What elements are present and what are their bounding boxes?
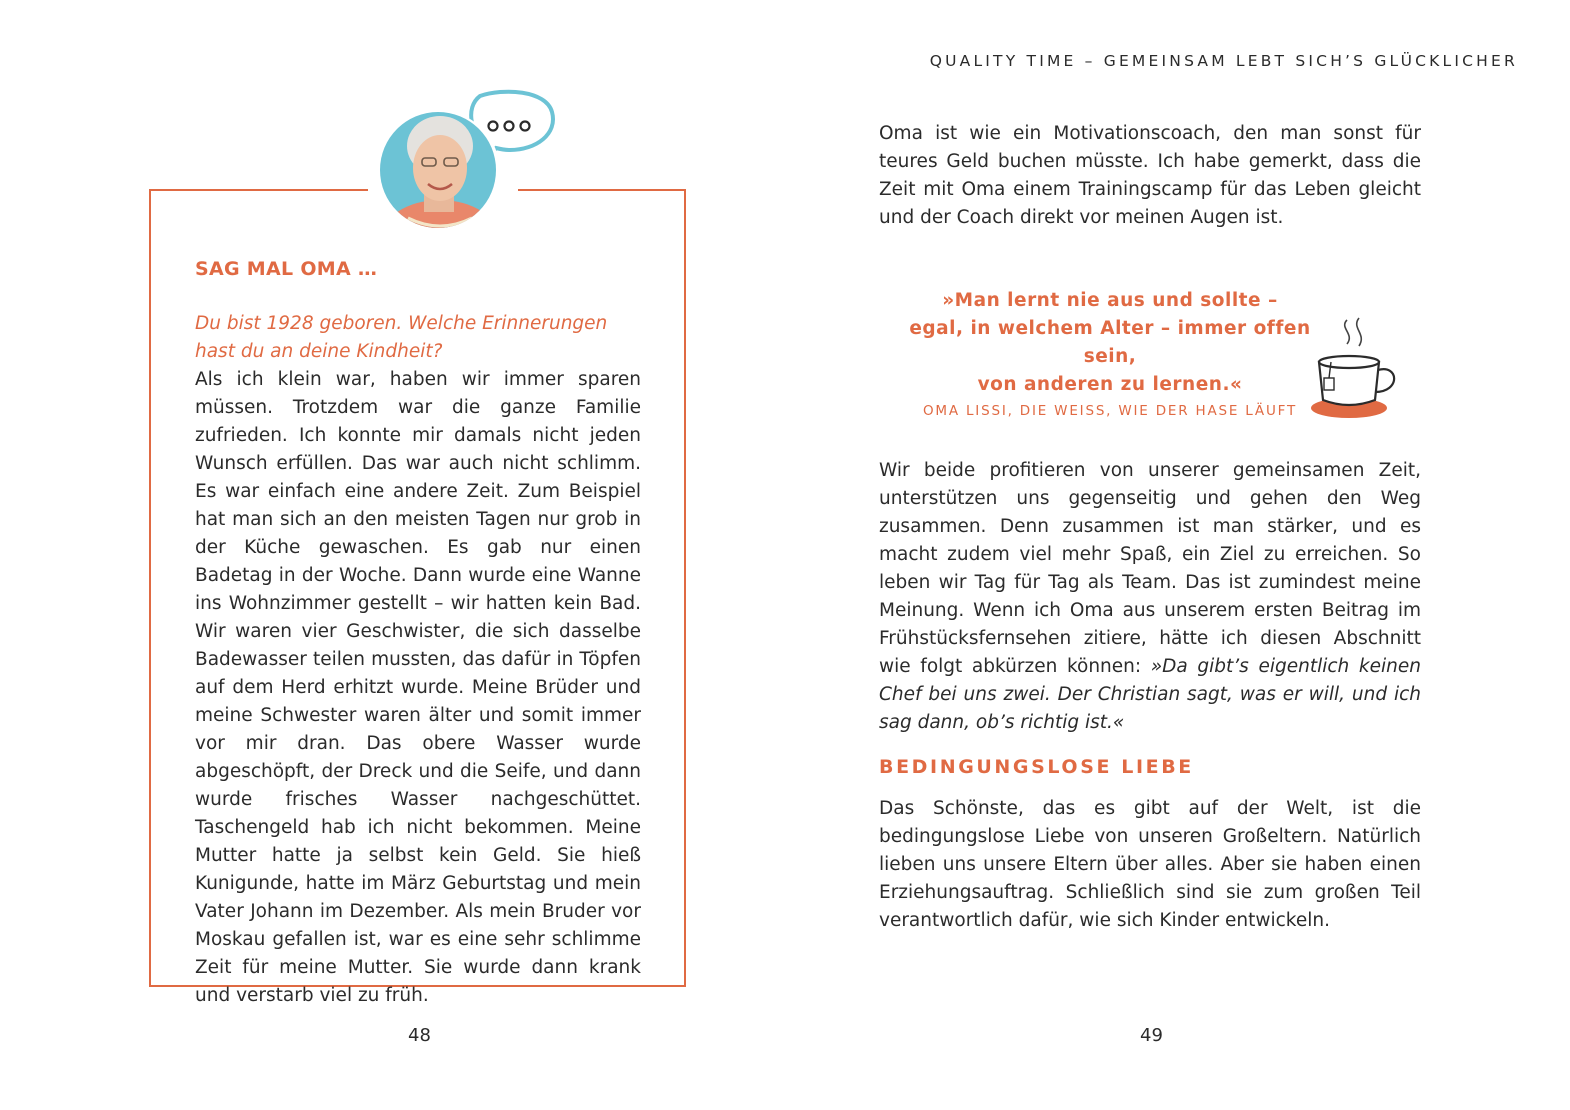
box-content	[195, 258, 641, 1010]
team-paragraph-text: Wir beide profitieren von unserer gemeinsamen Zeit, unterstützen uns gegenseitig und gehen den Weg zusammen. Denn zusammen ist man stärker, und es macht zudem viel mehr Spaß, ein Ziel zu erreichen. So leben wir Tag für Tag als Team. Das ist zumindest meine Meinung. Wenn ich Oma aus unserem ersten Beitrag im Frühstücksfernsehen zitiere, hätte ich diesen Abschnitt wie folgt abkürzen können:	[879, 460, 1421, 677]
oma-tv-quote: »Da gibt’s eigentlich keinen Chef bei uns zwei. Der Christian sagt, was er will, und ich sag dann, ob’s richtig ist.«	[879, 656, 1421, 733]
interview-question: Du bist 1928 geboren. Welche Erinnerungen hast du an deine Kindheit?	[195, 313, 608, 362]
right-page	[785, 0, 1570, 1110]
page-number-left: 48	[408, 1025, 431, 1046]
team-paragraph	[879, 457, 1421, 737]
page-number-right: 49	[1140, 1025, 1163, 1046]
running-title: QUALITY TIME – GEMEINSAM LEBT SICH’S GLÜCKLICHER	[929, 52, 1518, 70]
quote-line-2: egal, in welchem Alter – immer offen sein,	[909, 318, 1311, 367]
interview-answer: Als ich klein war, haben wir immer sparen müssen. Trotzdem war die ganze Familie zufrieden. Ich konnte mir damals nicht jeden Wunsch erfüllen. Das war auch nicht schlimm. Es war einfach eine andere Zeit. Zum Beispiel hat man sich an den meisten Tagen nur grob in der Küche gewaschen. Es gab nur einen Badetag in der Woche. Dann wurde eine Wanne ins Wohnzimmer gestellt – wir hatten kein Bad. Wir waren vier Geschwister, die sich dasselbe Badewasser teilen mussten, das dafür in Töpfen auf dem Herd erhitzt wurde. Meine Brüder und meine Schwester waren älter und somit immer vor mir dran. Das obere Wasser wurde abgeschöpft, der Dreck und die Seife, und dann wurde frisches Wasser nachgeschüttet. Taschengeld hab ich nicht bekommen. Meine Mutter hatte ja selbst kein Geld. Sie hieß Kunigunde, hatte im März Geburtstag und mein Vater Johann im Dezember. Als mein Bruder vor Moskau gefallen ist, war es eine sehr schlimme Zeit für meine Mutter. Sie wurde dann krank und verstarb viel zu früh.	[195, 369, 641, 1006]
section-title: BEDINGUNGSLOSE LIEBE	[879, 756, 1194, 778]
oma-avatar-badge	[368, 86, 564, 238]
pull-quote	[900, 287, 1320, 419]
quote-attribution: OMA LISSI, DIE WEISS, WIE DER HASE LÄUFT	[922, 403, 1298, 419]
box-heading: SAG MAL OMA …	[195, 258, 378, 280]
intro-paragraph: Oma ist wie ein Motivationscoach, den man sonst für teures Geld buchen müsste. Ich habe gemerkt, dass die Zeit mit Oma einem Trainingscamp für das Leben gleicht und der Coach direkt vor meinen Augen ist.	[879, 123, 1421, 228]
love-paragraph: Das Schönste, das es gibt auf der Welt, ist die bedingungslose Liebe von unseren Großeltern. Natürlich lieben uns unsere Eltern über alles. Aber sie haben einen Erziehungsauftrag. Schließlich sind sie zum großen Teil verantwortlich dafür, wie sich Kinder entwickeln.	[879, 798, 1421, 931]
quote-line-1: »Man lernt nie aus und sollte –	[942, 290, 1278, 311]
grandma-portrait-icon	[368, 86, 564, 238]
quote-line-3: von anderen zu lernen.«	[977, 374, 1243, 395]
tea-cup-icon	[1307, 316, 1403, 426]
